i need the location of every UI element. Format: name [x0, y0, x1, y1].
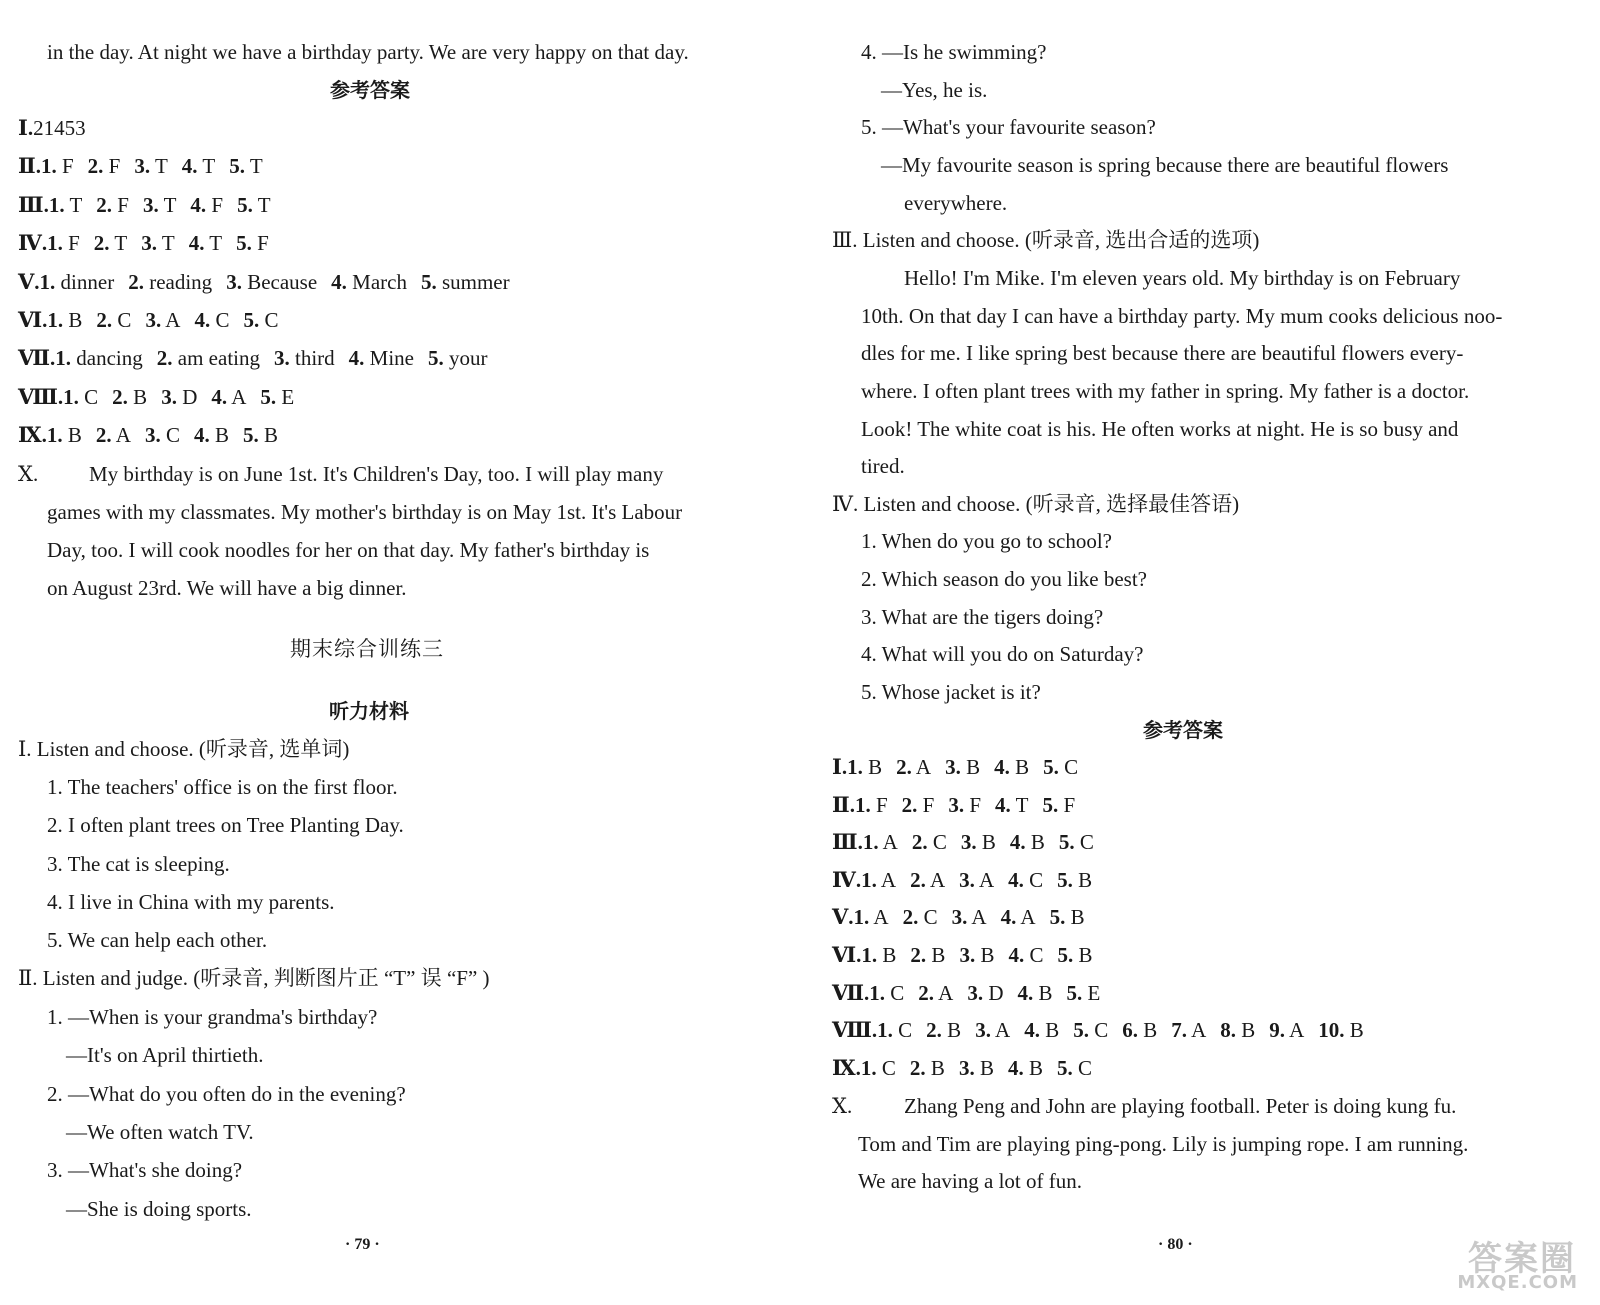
answer-item: 4. B — [1009, 830, 1045, 855]
answer-item: 8. B — [1220, 1018, 1256, 1043]
answer-item: 3. T — [141, 231, 175, 256]
answer-item: 2. F — [901, 792, 935, 817]
answer-item: 3. D — [161, 384, 198, 409]
answer-item: 2. am eating — [156, 346, 260, 371]
answer-item: 4. T — [995, 792, 1029, 817]
cont-line: —My favourite season is spring because there are beautiful flowers — [881, 153, 1449, 177]
answer-item: 1. F — [854, 792, 888, 817]
answer-row — [18, 339, 501, 377]
part1-title: Ⅰ. Listen and choose. (听录音, 选单词) — [18, 737, 350, 761]
x-paragraph-line: My birthday is on June 1st. It's Children's Day, too. I will play many — [89, 462, 664, 486]
answer-item: 1. C — [63, 384, 99, 409]
answer-row — [18, 416, 292, 454]
answer-item: 5. B — [242, 423, 278, 448]
answer-row-number: Ⅸ. — [832, 1055, 861, 1080]
answer-item: 4. March — [331, 269, 407, 294]
part2-item: —We often watch TV. — [66, 1120, 254, 1144]
answer-row-number: Ⅷ. — [18, 384, 64, 409]
part3-line: dles for me. I like spring best because there are beautiful flowers every- — [861, 341, 1464, 365]
answer-item: 3. A — [975, 1018, 1011, 1043]
answer-row — [18, 147, 277, 185]
part1-item: 4. I live in China with my parents. — [47, 890, 335, 914]
answer-row — [832, 898, 1099, 936]
answer-item: 4. A — [211, 384, 247, 409]
answer-row — [832, 936, 1106, 974]
right-page — [800, 0, 1600, 1305]
answer-item: 4. A — [1000, 905, 1036, 930]
answer-item: 1. C — [869, 980, 905, 1005]
answer-item: 5. summer — [420, 269, 510, 294]
answer-row-number: Ⅵ. — [18, 308, 48, 332]
section-x-number: Ⅹ. — [18, 462, 39, 486]
cont-line: —Yes, he is. — [881, 78, 988, 102]
cont-line: everywhere. — [904, 191, 1008, 215]
answer-item: 7. A — [1171, 1018, 1207, 1043]
answer-row — [832, 786, 1089, 824]
answer-row-number: Ⅸ. — [18, 423, 47, 448]
part2-item: 2. —What do you often do in the evening? — [47, 1082, 406, 1106]
part4-item: 5. Whose jacket is it? — [861, 680, 1041, 704]
answer-row-number: Ⅱ. — [18, 154, 41, 179]
part2-item: —It's on April thirtieth. — [66, 1043, 264, 1067]
answer-row-number: Ⅰ. — [18, 116, 34, 140]
answer-item: 5. F — [1042, 792, 1076, 817]
answer-item: 4. Mine — [348, 346, 414, 371]
listening-heading: 听力材料 — [329, 699, 409, 723]
answer-item: 4. T — [188, 231, 223, 256]
part3-line: where. I often plant trees with my father in spring. My father is a doctor. — [861, 379, 1470, 403]
answer-row-number: Ⅷ. — [832, 1018, 878, 1043]
answer-item: 4. T — [181, 154, 216, 179]
part3-title: Ⅲ. Listen and choose. (听录音, 选出合适的选项) — [832, 228, 1260, 252]
answer-item: 1. B — [861, 943, 897, 967]
answer-row — [18, 378, 308, 416]
answer-item: 1. T — [48, 192, 83, 217]
answer-row — [18, 109, 100, 147]
answer-row — [18, 263, 524, 301]
answer-item: 2. reading — [128, 269, 213, 294]
answer-item: 5. C — [243, 308, 279, 332]
page-number-right: · 80 · — [1158, 1236, 1193, 1253]
part4-item: 3. What are the tigers doing? — [861, 605, 1104, 629]
answer-item: 5. F — [236, 231, 269, 256]
answer-item: 1. F — [40, 154, 74, 179]
answer-item: 3. A — [951, 905, 987, 930]
answer-row — [832, 974, 1114, 1012]
answer-item: 4. B — [994, 755, 1030, 779]
answer-item: 2. A — [918, 980, 954, 1005]
answer-item: 4. B — [1017, 980, 1053, 1005]
answer-item: 5. C — [1043, 755, 1079, 779]
answer-row-number: Ⅱ. — [832, 792, 855, 817]
answer-item: 5. T — [229, 154, 263, 179]
section-title: 期末综合训练三 — [290, 637, 444, 661]
answer-item: 2. A — [910, 867, 946, 892]
answer-item: 2. B — [910, 943, 946, 967]
answer-item: 5. your — [427, 346, 488, 371]
answer-item: 1. B — [847, 755, 883, 779]
part2-item: 3. —What's she doing? — [47, 1158, 243, 1182]
cont-line: 4. —Is he swimming? — [861, 40, 1047, 64]
site-watermark — [1432, 1231, 1582, 1295]
answer-item: 2. C — [902, 905, 938, 930]
answer-item: 3. B — [945, 755, 981, 779]
part3-line: Look! The white coat is his. He often works at night. He is so busy and — [861, 417, 1459, 441]
answer-item: 5. C — [1073, 1018, 1109, 1043]
answer-item: 5. T — [237, 192, 271, 217]
answer-item: 3. C — [144, 423, 180, 448]
answer-item: 5. B — [1049, 905, 1085, 930]
answer-heading: 参考答案 — [330, 78, 410, 102]
answer-item: 1. C — [877, 1018, 913, 1043]
answer-row — [18, 301, 292, 339]
part4-item: 4. What will you do on Saturday? — [861, 642, 1144, 666]
x-paragraph-line: on August 23rd. We will have a big dinner. — [47, 576, 407, 600]
answer-item: 3. A — [959, 867, 995, 892]
answer-item: 3. B — [958, 1055, 994, 1080]
x-paragraph-line: Day, too. I will cook noodles for her on that day. My father's birthday is — [47, 538, 650, 562]
answer-item: 10. B — [1318, 1018, 1364, 1043]
answer-item: 3. Because — [226, 269, 318, 294]
answer-item: 2. A — [95, 423, 131, 448]
answer-item: 2. A — [896, 755, 932, 779]
answer-item: 9. A — [1269, 1018, 1305, 1043]
answer-item: 3. T — [134, 154, 168, 179]
answer-row-number: Ⅶ. — [18, 346, 56, 371]
answer-item: 4. F — [190, 192, 224, 217]
x-paragraph-line: games with my classmates. My mother's birthday is on May 1st. It's Labour — [47, 500, 683, 524]
answer-item: 3. T — [142, 192, 177, 217]
part3-line: Hello! I'm Mike. I'm eleven years old. My birthday is on February — [904, 266, 1461, 290]
answer-item: 2. B — [926, 1018, 962, 1043]
answer-item: 4. B — [193, 423, 229, 448]
answer-item: 3. third — [273, 346, 335, 371]
answer-item: 3. F — [948, 792, 982, 817]
watermark-logo-text: 答案圈 — [1468, 1239, 1576, 1279]
answer-item: 2. T — [93, 231, 128, 256]
answer-item: 4. C — [194, 308, 230, 332]
answer-item: 2. B — [909, 1055, 945, 1080]
answer-row — [18, 186, 285, 224]
answer-item: 1. A — [853, 905, 889, 930]
answer-item: 2. C — [96, 308, 132, 332]
answer-row-number: Ⅴ. — [18, 269, 40, 294]
answer-item: 5. E — [260, 384, 295, 409]
part3-line: tired. — [861, 454, 905, 478]
answer-item: 4. B — [1024, 1018, 1060, 1043]
answer-item: 21453 — [33, 116, 86, 140]
answer-item: 1. dancing — [55, 346, 143, 371]
answer-item: 6. B — [1122, 1018, 1158, 1043]
x-paragraph-line: Zhang Peng and John are playing football. Peter is doing kung fu. — [904, 1094, 1457, 1118]
answer-row-number: Ⅳ. — [832, 867, 862, 892]
answer-item: 3. A — [145, 308, 181, 332]
answer-row-number: Ⅶ. — [832, 980, 870, 1005]
answer-row-number: Ⅲ. — [18, 192, 49, 217]
part4-item: 1. When do you go to school? — [861, 529, 1112, 553]
part2-item: 1. —When is your grandma's birthday? — [47, 1005, 378, 1029]
answer-row-number: Ⅲ. — [832, 830, 863, 855]
answer-row — [832, 823, 1108, 861]
x-paragraph-line: We are having a lot of fun. — [858, 1169, 1082, 1193]
left-top-line: in the day. At night we have a birthday party. We are very happy on that day. — [47, 40, 689, 64]
answer-row-number: Ⅰ. — [832, 755, 848, 779]
answer-item: 3. B — [960, 830, 996, 855]
answer-row-number: Ⅴ. — [832, 905, 854, 930]
answer-item: 2. F — [87, 154, 121, 179]
answer-item: 1. B — [46, 423, 82, 448]
answer-item: 1. dinner — [39, 269, 115, 294]
answer-row — [832, 1011, 1378, 1049]
answer-item: 4. C — [1008, 867, 1044, 892]
answer-row-number: Ⅵ. — [832, 943, 862, 967]
answer-item: 4. C — [1008, 943, 1044, 967]
x-paragraph-line: Tom and Tim are playing ping-pong. Lily is jumping rope. I am running. — [858, 1132, 1469, 1156]
answer-item: 3. B — [959, 943, 995, 967]
part1-item: 5. We can help each other. — [47, 928, 268, 952]
section-x-number: Ⅹ. — [832, 1094, 853, 1118]
answer-row — [832, 861, 1106, 899]
watermark-url: MXQE.COM — [1457, 1272, 1578, 1293]
answer-row — [18, 224, 283, 262]
part4-item: 2. Which season do you like best? — [861, 567, 1147, 591]
answer-item: 3. D — [967, 980, 1004, 1005]
answer-row — [832, 1049, 1106, 1087]
page-number-left: · 79 · — [345, 1236, 380, 1253]
answer-item: 5. C — [1058, 830, 1094, 855]
part1-item: 1. The teachers' office is on the first floor. — [47, 775, 398, 799]
answer-item: 2. F — [96, 192, 129, 217]
answer-item: 5. C — [1056, 1055, 1092, 1080]
answer-item: 1. B — [47, 308, 83, 332]
part2-title: Ⅱ. Listen and judge. (听录音, 判断图片正 “T” 误 “F” ) — [18, 966, 490, 990]
answer-item: 1. F — [47, 231, 80, 256]
answer-item: 4. B — [1007, 1055, 1043, 1080]
answer-row — [832, 748, 1092, 786]
answer-item: 1. C — [860, 1055, 896, 1080]
answer-heading: 参考答案 — [1143, 718, 1223, 742]
answer-item: 5. E — [1066, 980, 1101, 1005]
part3-line: 10th. On that day I can have a birthday party. My mum cooks delicious noo- — [861, 304, 1503, 328]
cont-line: 5. —What's your favourite season? — [861, 115, 1156, 139]
answer-item: 2. C — [911, 830, 947, 855]
part1-item: 2. I often plant trees on Tree Planting Day. — [47, 813, 404, 837]
part1-item: 3. The cat is sleeping. — [47, 852, 230, 876]
answer-item: 2. B — [112, 384, 148, 409]
answer-item: 1. A — [862, 830, 898, 855]
answer-item: 1. A — [861, 867, 897, 892]
answer-item: 5. B — [1057, 867, 1093, 892]
part4-title: Ⅳ. Listen and choose. (听录音, 选择最佳答语) — [832, 492, 1240, 516]
answer-row-number: Ⅳ. — [18, 231, 48, 256]
part2-item: —She is doing sports. — [66, 1197, 252, 1221]
answer-item: 5. B — [1057, 943, 1093, 967]
